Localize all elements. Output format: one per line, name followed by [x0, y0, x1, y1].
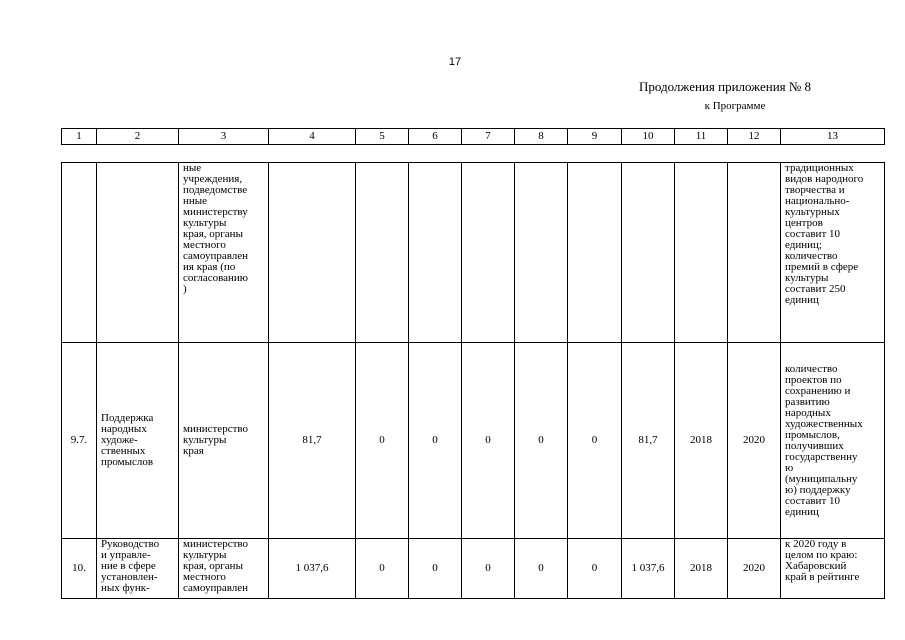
- cell-indicator-text: к 2020 году в целом по краю: Хабаровский край в рейтинге: [785, 538, 860, 583]
- cell-col8: [515, 163, 568, 343]
- cell-col8: 0: [515, 343, 568, 539]
- cell-total: 81,7: [269, 343, 356, 539]
- table-row: [62, 539, 885, 599]
- cell-executor: [179, 539, 269, 599]
- cell-number: 10.: [62, 539, 97, 599]
- cell-start-year: [675, 163, 728, 343]
- cell-col9: 0: [568, 539, 622, 599]
- header-col-10: 10: [622, 129, 675, 145]
- cell-col10: [622, 163, 675, 343]
- cell-name: [97, 343, 179, 539]
- cell-name-text: Руководство и управле- ние в сфере установлен- ных функ-: [101, 538, 160, 594]
- cell-start-year: 2018: [675, 343, 728, 539]
- cell-start-year: 2018: [675, 539, 728, 599]
- header-col-8: 8: [515, 129, 568, 145]
- cell-indicator: [781, 163, 885, 343]
- cell-col7: [462, 163, 515, 343]
- header-col-9: 9: [568, 129, 622, 145]
- cell-end-year: [728, 163, 781, 343]
- cell-col9: 0: [568, 343, 622, 539]
- cell-end-year: 2020: [728, 539, 781, 599]
- header-col-3: 3: [179, 129, 269, 145]
- cell-indicator: [781, 539, 885, 599]
- cell-total: [269, 163, 356, 343]
- cell-col6: [409, 163, 462, 343]
- cell-end-year: 2020: [728, 343, 781, 539]
- cell-col7: 0: [462, 343, 515, 539]
- cell-executor-text: министерство культуры края: [183, 423, 249, 457]
- header-col-13: 13: [781, 129, 885, 145]
- header-col-11: 11: [675, 129, 728, 145]
- appendix-continuation-title: Продолжения приложения № 8: [638, 79, 812, 94]
- cell-indicator-text: традиционных видов народного творчества и национально- культурных центров составит 10 единиц; количество премий в сфере культуры составит 250 единиц: [785, 162, 864, 306]
- cell-name-text: Поддержка народных художе- ственных промыслов: [101, 412, 154, 468]
- cell-name: [97, 163, 179, 343]
- cell-col9: [568, 163, 622, 343]
- cell-executor-text: ные учреждения, подведомстве нные министерству культуры края, органы местного самоуправлен ия края (по согласованию ): [183, 162, 249, 295]
- cell-total: 1 037,6: [269, 539, 356, 599]
- cell-number: [62, 163, 97, 343]
- program-table: [61, 162, 885, 599]
- header-col-4: 4: [269, 129, 356, 145]
- appendix-program-subtitle: к Программе: [704, 100, 766, 112]
- header-col-5: 5: [356, 129, 409, 145]
- cell-executor: [179, 343, 269, 539]
- cell-col5: 0: [356, 539, 409, 599]
- header-col-6: 6: [409, 129, 462, 145]
- header-row: [62, 129, 885, 145]
- cell-executor: [179, 163, 269, 343]
- table-row: [62, 163, 885, 343]
- cell-col6: 0: [409, 539, 462, 599]
- cell-col5: [356, 163, 409, 343]
- cell-col7: 0: [462, 539, 515, 599]
- table-row: [62, 343, 885, 539]
- cell-executor-text: министерство культуры края, органы местного самоуправлен: [183, 538, 249, 594]
- header-col-2: 2: [97, 129, 179, 145]
- cell-indicator-text: количество проектов по сохранению и развитию народных художественных промыслов, получивших государственну ю (муниципальну ю) поддержку составит 10 единиц: [785, 362, 863, 518]
- cell-number: 9.7.: [62, 343, 97, 539]
- cell-col5: 0: [356, 343, 409, 539]
- cell-col8: 0: [515, 539, 568, 599]
- cell-col10: 1 037,6: [622, 539, 675, 599]
- column-number-header: [61, 128, 885, 145]
- header-col-7: 7: [462, 129, 515, 145]
- header-col-1: 1: [62, 129, 97, 145]
- cell-col10: 81,7: [622, 343, 675, 539]
- cell-name: [97, 539, 179, 599]
- cell-col6: 0: [409, 343, 462, 539]
- header-col-12: 12: [728, 129, 781, 145]
- cell-indicator: [781, 343, 885, 539]
- page-number: 17: [448, 56, 462, 68]
